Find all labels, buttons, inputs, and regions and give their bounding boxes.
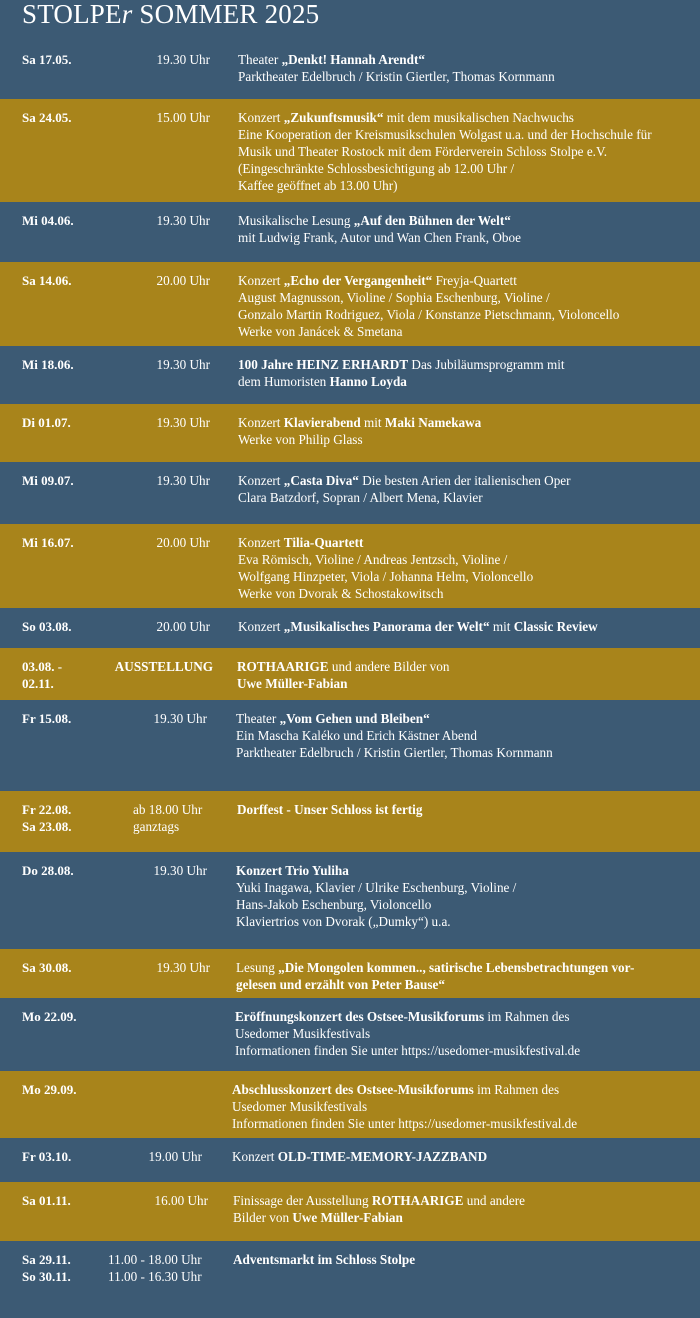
highlight-text: „Casta Diva“: [283, 473, 359, 488]
text: Eva Römisch, Violine / Andreas Jentzsch, Violine /: [238, 552, 508, 567]
highlight-text: Hanno Loyda: [329, 374, 407, 389]
event-time: 11.00 - 18.00 Uhr 11.00 - 16.30 Uhr: [108, 1252, 202, 1284]
event-description: [236, 959, 634, 993]
text: Lesung: [236, 960, 279, 975]
text: Musik und Theater Rostock mit dem Förderverein Schloss Stolpe e.V.: [238, 144, 608, 159]
description-line: [238, 551, 533, 568]
event-row: [0, 1241, 700, 1318]
description-line: [235, 1025, 580, 1042]
description-line: [238, 534, 533, 551]
event-date: Mo 29.09.: [22, 1082, 77, 1097]
event-row: [0, 404, 700, 462]
text: Werke von Dvorak & Schostakowitsch: [238, 586, 444, 601]
text: Konzert: [238, 415, 284, 430]
text: Konzert: [238, 535, 284, 550]
text: Klaviertrios von Dvorak („Dumky“) u.a.: [236, 914, 451, 929]
event-time: 20.00 Uhr: [156, 535, 210, 550]
event-time: 19.00 Uhr: [148, 1149, 202, 1164]
text: mit dem musikalischen Nachwuchs: [383, 110, 574, 125]
event-time: 19.30 Uhr: [156, 357, 210, 372]
event-row: [0, 262, 700, 346]
highlight-text: „Vom Gehen und Bleiben“: [279, 711, 430, 726]
text: mit: [360, 415, 385, 430]
description-line: [232, 1098, 577, 1115]
event-category: AUSSTELLUNG: [114, 659, 213, 674]
event-row: [0, 346, 700, 404]
description-line: [236, 727, 553, 744]
event-row: [0, 608, 700, 648]
text: Freyja-Quartett: [432, 273, 517, 288]
text: Yuki Inagawa, Klavier / Ulrike Eschenburg, Violine /: [236, 880, 517, 895]
event-date: Fr 15.08.: [22, 711, 72, 726]
event-date: Mi 16.07.: [22, 535, 74, 550]
highlight-text: Abschlusskonzert des Ostsee-Musikforums: [232, 1082, 474, 1097]
text: Wolfgang Hinzpeter, Viola / Johanna Helm, Violoncello: [238, 569, 534, 584]
description-line: [238, 143, 652, 160]
event-time: ab 18.00 Uhr ganztags: [133, 802, 203, 834]
event-description: [232, 1081, 577, 1132]
event-time: 19.30 Uhr: [156, 960, 210, 975]
highlight-text: Klavierabend: [283, 415, 361, 430]
event-row: [0, 949, 700, 999]
event-description: [237, 658, 449, 692]
highlight-text: Uwe Müller-Fabian: [237, 676, 348, 691]
title-part: SOMMER 2025: [132, 0, 320, 29]
description-line: [238, 177, 652, 194]
event-description: [235, 1008, 580, 1059]
event-date: Mi 09.07.: [22, 473, 74, 488]
description-line: [236, 896, 516, 913]
description-line: [238, 431, 481, 448]
text: Konzert: [238, 473, 284, 488]
text: Konzert: [238, 619, 284, 634]
text: Parktheater Edelbruch / Kristin Giertler, Thomas Kornmann: [238, 69, 555, 84]
text: Das Jubiläumsprogramm mit: [408, 357, 565, 372]
description-line: [238, 68, 555, 85]
event-time: 19.30 Uhr: [156, 52, 210, 67]
highlight-text: „Musikalisches Panorama der Welt“: [283, 619, 490, 634]
event-time: 20.00 Uhr: [156, 619, 210, 634]
event-date: 03.08. - 02.11.: [22, 659, 63, 691]
description-line: [236, 744, 553, 761]
description-line: [238, 229, 521, 246]
event-time: 16.00 Uhr: [154, 1193, 208, 1208]
text: Kaffee geöffnet ab 13.00 Uhr): [238, 178, 398, 193]
highlight-text: Eröffnungskonzert des Ostsee-Musikforums: [235, 1009, 485, 1024]
highlight-text: gelesen und erzählt von Peter Bause“: [236, 977, 445, 992]
description-line: [232, 1081, 577, 1098]
event-time: 19.30 Uhr: [153, 863, 207, 878]
text: Werke von Janácek & Smetana: [238, 324, 403, 339]
description-line: [238, 51, 555, 68]
event-row: [0, 202, 700, 262]
text: dem Humoristen: [238, 374, 330, 389]
event-row: [0, 1182, 700, 1241]
description-line: [233, 1251, 415, 1268]
event-date: Mi 04.06.: [22, 213, 74, 228]
highlight-text: ROTHAARIGE: [371, 1193, 464, 1208]
description-line: [238, 373, 565, 390]
title-part: STOLPE: [22, 0, 122, 29]
title-italic-part: r: [121, 0, 133, 29]
event-date: Fr 22.08. Sa 23.08.: [22, 802, 72, 834]
event-description: [238, 109, 652, 194]
event-date: Mo 22.09.: [22, 1009, 77, 1024]
description-line: [236, 879, 516, 896]
text: Bilder von: [233, 1210, 293, 1225]
event-date: Sa 14.06.: [22, 273, 72, 288]
event-row: [0, 1138, 700, 1182]
description-line: [238, 568, 533, 585]
text: Clara Batzdorf, Sopran / Albert Mena, Klavier: [238, 490, 483, 505]
event-date: Do 28.08.: [22, 863, 74, 878]
highlight-text: Maki Namekawa: [384, 415, 482, 430]
event-description: [237, 801, 422, 818]
event-time: 19.30 Uhr: [153, 711, 207, 726]
highlight-text: „Echo der Vergangenheit“: [283, 273, 433, 288]
event-date: Di 01.07.: [22, 415, 71, 430]
text: Musikalische Lesung: [238, 213, 354, 228]
event-date: Sa 30.08.: [22, 960, 72, 975]
event-description: [238, 51, 555, 85]
highlight-text: „Die Mongolen kommen.., satirische Lebensbetrachtungen vor-: [278, 960, 635, 975]
description-line: [236, 959, 634, 976]
highlight-text: Konzert Trio Yuliha: [236, 863, 349, 878]
highlight-text: ROTHAARIGE: [237, 659, 329, 674]
text: Gonzalo Martin Rodriguez, Viola / Konstanze Pietschmann, Violoncello: [238, 307, 620, 322]
text: im Rahmen des: [484, 1009, 570, 1024]
event-date: Sa 01.11.: [22, 1193, 71, 1208]
event-row: [0, 524, 700, 608]
text: Informationen finden Sie unter https://usedomer-musikfestival.de: [235, 1043, 581, 1058]
page-title: [22, 0, 319, 34]
text: Werke von Philip Glass: [238, 432, 363, 447]
event-date: Mi 18.06.: [22, 357, 74, 372]
description-line: [237, 801, 422, 818]
text: mit Ludwig Frank, Autor und Wan Chen Frank, Oboe: [238, 230, 521, 245]
description-line: [238, 414, 481, 431]
description-line: [236, 976, 634, 993]
highlight-text: „Zukunftsmusik“: [283, 110, 384, 125]
event-description: [236, 710, 553, 761]
text: Konzert: [238, 273, 284, 288]
event-description: [236, 862, 516, 930]
event-description: [238, 618, 598, 635]
description-line: [238, 109, 652, 126]
description-line: [238, 289, 619, 306]
event-description: [238, 534, 533, 602]
highlight-text: „Denkt! Hannah Arendt“: [281, 52, 425, 67]
description-line: [236, 862, 516, 879]
event-time: 15.00 Uhr: [156, 110, 210, 125]
event-date: So 03.08.: [22, 619, 72, 634]
text: Usedomer Musikfestivals: [232, 1099, 368, 1114]
text: Konzert: [238, 110, 284, 125]
event-row: [0, 1071, 700, 1138]
description-line: [238, 212, 521, 229]
event-time: 19.30 Uhr: [156, 473, 210, 488]
highlight-text: OLD-TIME-MEMORY-JAZZBAND: [277, 1149, 488, 1164]
highlight-text: Tilia-Quartett: [283, 535, 364, 550]
event-time: 20.00 Uhr: [156, 273, 210, 288]
description-line: [237, 675, 449, 692]
text: Finissage der Ausstellung: [233, 1193, 372, 1208]
event-time: 19.30 Uhr: [156, 213, 210, 228]
description-line: [238, 472, 571, 489]
event-description: [238, 212, 521, 246]
highlight-text: Classic Review: [513, 619, 598, 634]
event-description: [233, 1251, 415, 1268]
description-line: [236, 913, 516, 930]
text: Konzert: [232, 1149, 278, 1164]
description-line: [238, 489, 571, 506]
event-row: [0, 648, 700, 700]
event-row: [0, 998, 700, 1071]
event-description: [238, 272, 619, 340]
description-line: [235, 1008, 580, 1025]
text: Die besten Arien der italienischen Oper: [358, 473, 571, 488]
event-description: [238, 472, 571, 506]
event-description: [238, 356, 565, 390]
description-line: [238, 585, 533, 602]
text: mit: [489, 619, 514, 634]
highlight-text: Dorffest - Unser Schloss ist fertig: [237, 802, 423, 817]
text: Ein Mascha Kaléko und Erich Kästner Abend: [236, 728, 477, 743]
highlight-text: 100 Jahre HEINZ ERHARDT: [238, 357, 409, 372]
description-line: [238, 160, 652, 177]
text: im Rahmen des: [473, 1082, 560, 1097]
highlight-text: Uwe Müller-Fabian: [292, 1210, 403, 1225]
event-row: [0, 791, 700, 852]
description-line: [232, 1115, 577, 1132]
event-date: Sa 17.05.: [22, 52, 72, 67]
event-row: [0, 852, 700, 949]
text: August Magnusson, Violine / Sophia Eschenburg, Violine /: [238, 290, 550, 305]
text: und andere: [463, 1193, 525, 1208]
text: Informationen finden Sie unter https://usedomer-musikfestival.de: [232, 1116, 578, 1131]
event-row: [0, 99, 700, 202]
event-date: Sa 29.11. So 30.11.: [22, 1252, 71, 1284]
event-time: 19.30 Uhr: [156, 415, 210, 430]
description-line: [232, 1148, 487, 1165]
description-line: [238, 356, 565, 373]
description-line: [235, 1042, 580, 1059]
text: Usedomer Musikfestivals: [235, 1026, 371, 1041]
description-line: [237, 658, 449, 675]
event-row: [0, 700, 700, 791]
highlight-text: Adventsmarkt im Schloss Stolpe: [233, 1252, 416, 1267]
text: Parktheater Edelbruch / Kristin Giertler, Thomas Kornmann: [236, 745, 553, 760]
highlight-text: „Auf den Bühnen der Welt“: [353, 213, 511, 228]
text: Eine Kooperation der Kreismusikschulen Wolgast u.a. und der Hochschule für: [238, 127, 652, 142]
event-date: Fr 03.10.: [22, 1149, 72, 1164]
text: Theater: [238, 52, 282, 67]
text: Theater: [236, 711, 280, 726]
text: Hans-Jakob Eschenburg, Violoncello: [236, 897, 432, 912]
description-line: [238, 126, 652, 143]
description-line: [238, 618, 598, 635]
event-description: [232, 1148, 487, 1165]
event-description: [233, 1192, 525, 1226]
description-line: [233, 1209, 525, 1226]
description-line: [238, 306, 619, 323]
description-line: [233, 1192, 525, 1209]
event-description: [238, 414, 481, 448]
event-row: [0, 462, 700, 524]
text: und andere Bilder von: [328, 659, 450, 674]
text: (Eingeschränkte Schlossbesichtigung ab 12.00 Uhr /: [238, 161, 515, 176]
description-line: [238, 272, 619, 289]
event-date: Sa 24.05.: [22, 110, 72, 125]
description-line: [238, 323, 619, 340]
event-row: [0, 41, 700, 99]
description-line: [236, 710, 553, 727]
